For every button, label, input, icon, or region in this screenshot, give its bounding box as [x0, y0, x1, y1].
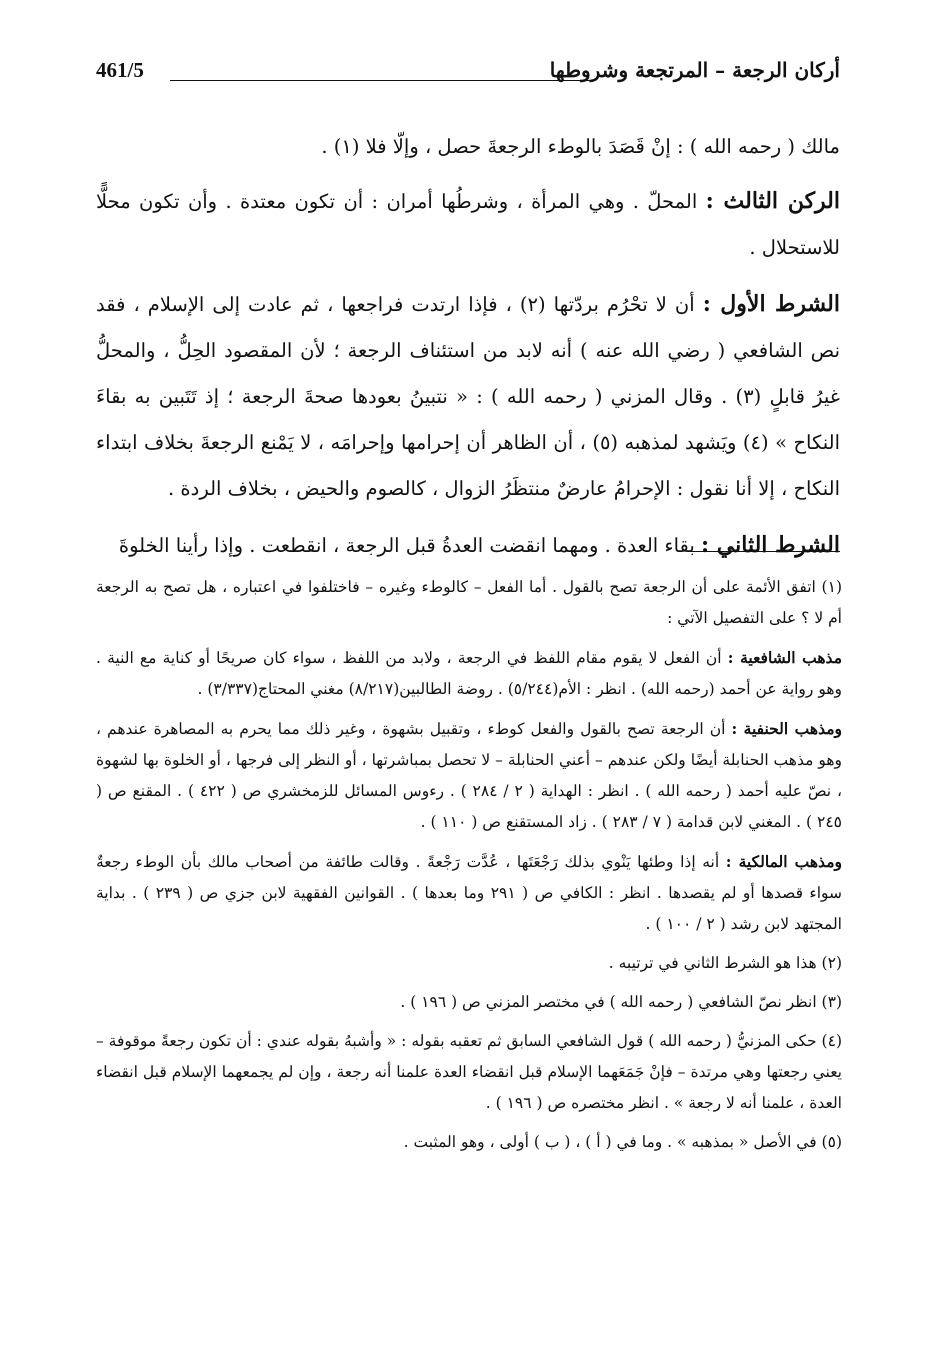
footnote-1-shafii — [96, 642, 842, 705]
paragraph-2-text: المحلّ . وهي المرأة ، وشرطُها أمران : أن تكون معتدة . وأن تكون محلًّا للاستحلال . — [96, 190, 840, 259]
header-rule — [170, 80, 590, 81]
paragraph-2 — [96, 178, 840, 271]
footnote-1-maliki-text: أنه إذا وطئها يَنْوي بذلك رَجْعَتَها ، عُدَّت رَجْعةً . وقالت طائفة من أصحاب مالك بأن الوطء رجعةٌ سواء قصدها أو لم يقصدها . انظر : الكافي ص ( ٢٩١ وما بعدها ) . القوانين الفقهية لابن جزي ص ( ٢٣٩ ) . بداية المجتهد لابن رشد ( ٢ / ١٠٠ ) . — [96, 853, 843, 933]
footnote-2: (٢) هذا هو الشرط الثاني في ترتيبه . — [608, 954, 842, 972]
running-title: أركان الرجعة – المرتجعة وشروطها — [549, 58, 840, 82]
paragraph-1: مالك ( رحمه الله ) : إنْ قَصَدَ بالوطء الرجعةَ حصل ، وإلّا فلا (١) . — [321, 135, 840, 158]
footnote-1-shafii-text: أن الفعل لا يقوم مقام اللفظ في الرجعة ، ولابد من اللفظ ، سواء كان صريحًا أو كناية مع النية . وهو رواية عن أحمد (رحمه الله) . انظر : الأم(٥/٢٤٤) . روضة الطالبين(٨/٢١٧) مغني المحتاج(٣/٣٣٧) . — [96, 649, 842, 698]
footnote-1-maliki-term: ومذهب المالكية : — [725, 852, 842, 871]
footnote-1-hanafi — [96, 713, 842, 838]
paragraph-3-term: الشرط الأول : — [702, 291, 840, 317]
footnote-1-shafii-term: مذهب الشافعية : — [727, 648, 842, 667]
paragraph-2-term: الركن الثالث : — [705, 188, 840, 214]
paragraph-3-text: أن لا تحْرُم بردّتها (٢) ، فإذا ارتدت فراجعها ، ثم عادت إلى الإسلام ، فقد نص الشافعي ( رضي الله عنه ) أنه لابد من استئناف الرجعة ؛ لأن المقصود الحِلُّ ، والمحلُّ غيرُ قابلٍ (٣) . وقال المزني ( رحمه الله ) : « نتبينُ بعودها صحةَ الرجعة ؛ إذ تَتَبين به بقاءَ النكاح » (٤) ويَشهد لمذهبه (٥) ، أن الظاهر أن إحرامها وإحرامَه ، لا يَمْنع الرجعةَ بخلاف ابتداء النكاح ، إلا أنا نقول : الإحرامُ عارضٌ منتظَرُ الزوال ، كالصوم والحيض ، بخلاف الردة . — [96, 293, 840, 500]
footnotes — [96, 572, 842, 1166]
main-text — [96, 124, 840, 579]
footnote-1: (١) اتفق الأئمة على أن الرجعة تصح بالقول . أما الفعل – كالوطء وغيره – فاختلفوا في اعتباره ، هل تصح به الرجعة أم لا ؟ على التفصيل الآتي : — [96, 578, 842, 627]
paragraph-4-text: بقاء العدة . ومهما انقضت العدةُ قبل الرجعة ، انقطعت . وإذا رأينا الخلوةَ — [118, 534, 702, 557]
footnote-divider — [690, 551, 840, 552]
footnote-5: (٥) في الأصل « بمذهبه » . وما في ( أ ) ، ( ب ) أولى ، وهو المثبت . — [403, 1133, 842, 1151]
footnote-1-maliki — [96, 846, 842, 940]
page-header — [96, 58, 840, 90]
page-number: 461/5 — [96, 58, 144, 82]
paragraph-4 — [96, 522, 840, 569]
footnote-1-hanafi-term: ومذهب الحنفية : — [731, 719, 842, 738]
footnote-1-hanafi-text: أن الرجعة تصح بالقول والفعل كوطء ، وتقبيل بشهوة ، وغير ذلك مما يحرم به المصاهرة عندهم ، وهو مذهب الحنابلة أيضًا ولكن عندهم – أعني الحنابلة – لا تحصل بمباشرتها ، أو النظر إلى فرجها ، أو الخلوة بها لشهوة ، نصّ عليه أحمد ( رحمه الله ) . انظر : الهداية ( ٢ / ٢٨٤ ) . رءوس المسائل للزمخشري ص ( ٤٢٢ ) . المقنع ص ( ٢٤٥ ) . المغني لابن قدامة ( ٧ / ٢٨٣ ) . زاد المستقنع ص ( ١١٠ ) . — [96, 720, 842, 831]
footnote-3: (٣) انظر نصّ الشافعي ( رحمه الله ) في مختصر المزني ص ( ١٩٦ ) . — [400, 993, 842, 1011]
paragraph-4-term: الشرط الثاني : — [701, 532, 840, 558]
paragraph-3 — [96, 281, 840, 512]
footnote-4: (٤) حكى المزنيُّ ( رحمه الله ) قول الشافعي السابق ثم تعقبه بقوله : « وأشبهُ بقوله عندي : أن تكون رجعةً موقوفة – يعني رجعتها وهي مرتدة – فإنْ جَمَعَهما الإسلام قبل انقضاء العدة علمنا أنه رجعة ، وإن لم يجمعهما الإسلام قبل انقضاء العدة ، علمنا أنه لا رجعة » . انظر مختصره ص ( ١٩٦ ) . — [96, 1032, 842, 1112]
